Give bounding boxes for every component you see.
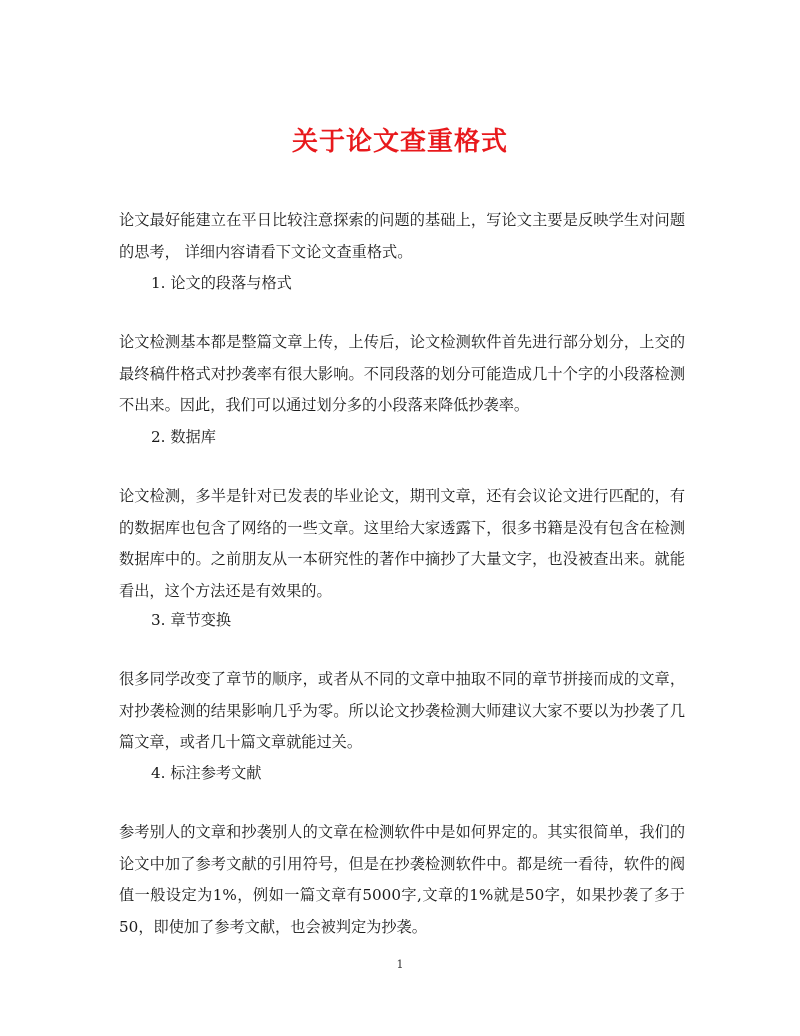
page-number: 1 bbox=[396, 958, 404, 971]
section-heading-2: 2. 数据库 bbox=[151, 428, 216, 446]
section-body-1: 论文检测基本都是整篇文章上传，上传后，论文检测软件首先进行部分划分，上交的最终稿件格式对抄袭率有很大影响。不同段落的划分可能造成几十个字的小段落检测不出来。因此，我们可以通过划分多的小段落来降低抄袭率。 bbox=[119, 333, 685, 414]
section-body-3: 很多同学改变了章节的顺序，或者从不同的文章中抽取不同的章节拼接而成的文章，对抄袭检测的结果影响几乎为零。所以论文抄袭检测大师建议大家不要以为抄袭了几篇文章，或者几十篇文章就能过关。 bbox=[119, 670, 685, 751]
document-title: 关于论文查重格式 bbox=[291, 127, 508, 158]
section-body-2: 论文检测，多半是针对已发表的毕业论文，期刊文章，还有会议论文进行匹配的，有的数据库也包含了网络的一些文章。这里给大家透露下，很多书籍是没有包含在检测数据库中的。之前朋友从一本研究性的著作中摘抄了大量文字，也没被查出来。就能看出，这个方法还是有效果的。 bbox=[119, 487, 685, 600]
section-heading-3: 3. 章节变换 bbox=[151, 611, 232, 629]
section-heading-1: 1. 论文的段落与格式 bbox=[151, 274, 292, 292]
section-heading-4: 4. 标注参考文献 bbox=[151, 764, 262, 782]
intro-paragraph: 论文最好能建立在平日比较注意探索的问题的基础上，写论文主要是反映学生对问题的思考， 详细内容请看下文论文查重格式。 bbox=[119, 211, 685, 261]
section-body-4: 参考别人的文章和抄袭别人的文章在检测软件中是如何界定的。其实很简单，我们的论文中加了参考文献的引用符号，但是在抄袭检测软件中。都是统一看待，软件的阀值一般设定为1%，例如一篇文章有5000字,文章的1%就是50字，如果抄袭了多于50，即使加了参考文献，也会被判定为抄袭。 bbox=[119, 823, 685, 936]
